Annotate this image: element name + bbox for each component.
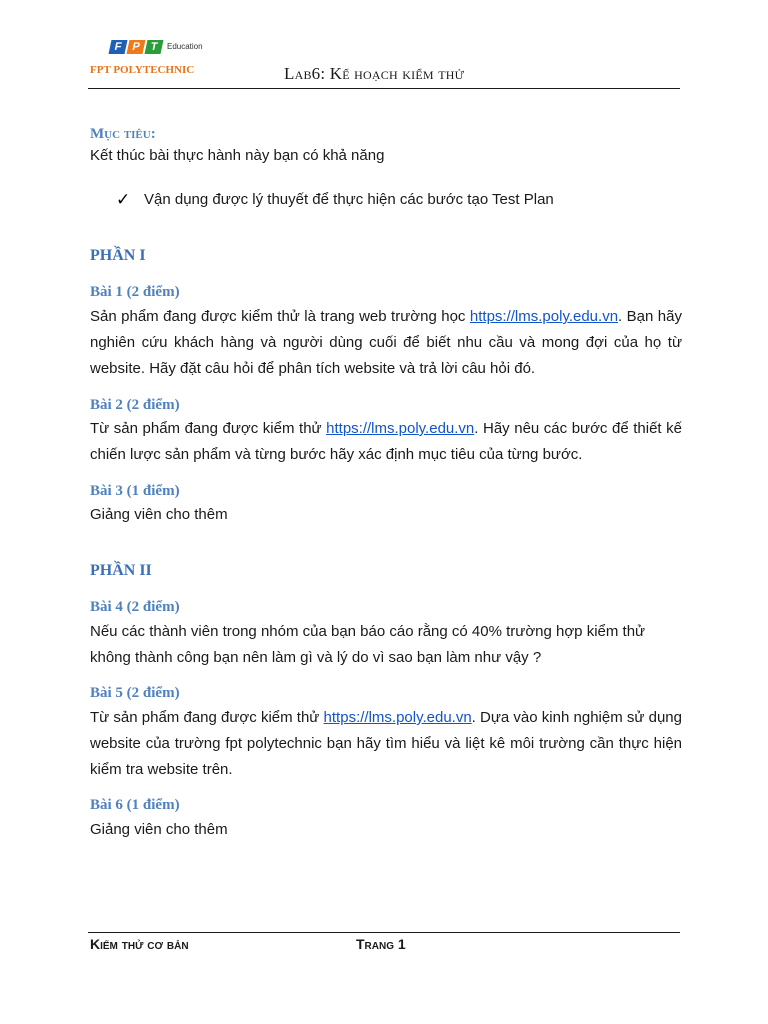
exercise-4-text: Nếu các thành viên trong nhóm của bạn báo cáo rằng có 40% trường hợp kiểm thử không thành công bạn nên làm gì và lý do vì sao bạn làm như vậy ? xyxy=(90,623,646,666)
exercise-1-heading: Bài 1 (2 điểm) xyxy=(90,284,180,300)
exercise-5-text-start: Từ sản phẩm đang được kiểm thử xyxy=(90,709,324,726)
checkmark-icon: ✓ xyxy=(116,190,131,209)
fpt-polytechnic-logo xyxy=(90,40,210,80)
objective-section xyxy=(90,126,682,169)
objective-bullet-text: Vận dụng được lý thuyết để thực hiện các bước tạo Test Plan xyxy=(144,191,554,208)
objective-bullet xyxy=(116,187,676,213)
header-divider xyxy=(88,88,680,89)
logo-letter-p: P xyxy=(127,40,146,54)
exercise-5-text-end: . Dựa vào kinh nghiệm sử dụng website của trường fpt polytechnic bạn hãy tìm hiểu và liệt kê môi trường cần thực hiện kiểm tra website trên. xyxy=(90,709,682,778)
exercise-1-text xyxy=(90,304,682,382)
lms-link[interactable]: https://lms.poly.edu.vn xyxy=(326,420,475,437)
logo-letter-f: F xyxy=(109,40,128,54)
objective-intro: Kết thúc bài thực hành này bạn có khả năng xyxy=(90,147,385,164)
footer-page-number: Trang 1 xyxy=(356,936,406,952)
exercise-6-heading: Bài 6 (1 điểm) xyxy=(90,797,180,813)
objective-heading: Mục tiêu: xyxy=(90,126,156,142)
exercise-1-text-start: Sản phẩm đang được kiểm thử là trang web trường học xyxy=(90,308,470,325)
exercise-3-text: Giảng viên cho thêm xyxy=(90,506,228,523)
exercise-2-text-end: . Hãy nêu các bước để thiết kế chiến lược sản phẩm và từng bước hãy xác định mục tiêu của từng bước. xyxy=(90,420,682,463)
exercise-2-text xyxy=(90,416,682,468)
lms-link[interactable]: https://lms.poly.edu.vn xyxy=(469,308,619,325)
part-1-heading: PHẦN I xyxy=(90,247,146,264)
footer-course-name: Kiểm thử cơ bản xyxy=(90,936,189,952)
logo-institution-name: FPT POLYTECHNIC xyxy=(90,64,195,76)
exercise-6-text: Giảng viên cho thêm xyxy=(90,821,228,838)
exercise-1-text-end: . Bạn hãy nghiên cứu khách hàng và người dùng cuối để biết nhu cầu và mong đợi của họ từ website. Hãy đặt câu hỏi để phân tích website và trả lời câu hỏi đó. xyxy=(90,308,682,377)
exercise-4-heading: Bài 4 (2 điểm) xyxy=(90,599,180,615)
fpt-logo-mark xyxy=(110,40,203,54)
exercise-3-heading: Bài 3 (1 điểm) xyxy=(90,483,180,499)
lab-title: Lab6: Kế hoạch kiểm thử xyxy=(284,64,465,83)
logo-letter-t: T xyxy=(145,40,164,54)
exercise-2-text-start: Từ sản phẩm đang được kiểm thử xyxy=(90,420,327,437)
exercise-5-text xyxy=(90,705,682,783)
part-2-heading: PHẦN II xyxy=(90,562,152,579)
exercise-5-heading: Bài 5 (2 điểm) xyxy=(90,685,180,701)
exercise-2-heading: Bài 2 (2 điểm) xyxy=(90,397,180,413)
logo-education-label: Education xyxy=(167,42,203,51)
lms-link[interactable]: https://lms.poly.edu.vn xyxy=(323,709,472,726)
footer-divider xyxy=(88,932,680,933)
